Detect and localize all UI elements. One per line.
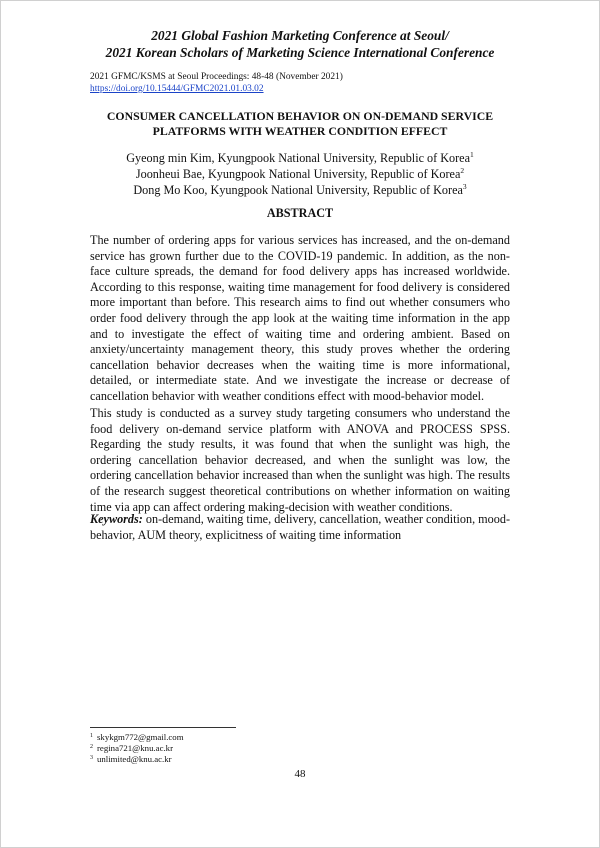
author-text: Dong Mo Koo, Kyungpook National University, Republic of Korea bbox=[133, 183, 463, 197]
footnote-mark: 3 bbox=[90, 755, 93, 761]
abstract-paragraph: The number of ordering apps for various services has increased, and the on-demand service has grown further due to the COVID-19 pandemic. In addition, as the non-face culture spreads, the demand for food delivery apps has increased worldwide. According to this response, waiting time management for food delivery is considered more important than before. This research aims to find out whether consumers who order food delivery through the app look at the waiting time information in the app and to investigate the effect of waiting time and ordering ambient. Based on anxiety/uncertainty management theory, this study proves whether the ordering cancellation behavior decreases when the waiting time is more informational, detailed, or intermediate state. And we investigate the increase or decrease of cancellation behavior with weather conditions effect with mood-behavior model. bbox=[90, 233, 510, 403]
keywords-paragraph bbox=[90, 512, 510, 543]
footnote-email: regina721@knu.ac.kr bbox=[97, 743, 174, 753]
paper-title-line2: PLATFORMS WITH WEATHER CONDITION EFFECT bbox=[152, 124, 448, 138]
proceedings-citation: 2021 GFMC/KSMS at Seoul Proceedings: 48-48 (November 2021) bbox=[90, 72, 343, 82]
author-line bbox=[60, 166, 540, 182]
author-footnote-mark: 3 bbox=[462, 182, 467, 191]
keywords-label: Keywords: bbox=[90, 512, 143, 526]
conference-title-line2: 2021 Korean Scholars of Marketing Science International Conference bbox=[105, 45, 495, 60]
footnote-mark: 1 bbox=[90, 733, 93, 739]
abstract-heading: ABSTRACT bbox=[266, 206, 334, 220]
author-footnote-mark: 1 bbox=[470, 150, 474, 159]
author-footnote-mark: 2 bbox=[460, 166, 465, 175]
footnote-email: unlimited@knu.ac.kr bbox=[97, 754, 172, 764]
footnote bbox=[90, 732, 184, 743]
footnote-mark: 2 bbox=[90, 744, 93, 750]
abstract-paragraph: This study is conducted as a survey study targeting consumers who understand the food delivery on-demand service platform with ANOVA and PROCESS SPSS. Regarding the study results, it was found that when the sunlight was high, the ordering cancellation behavior decreased, and when the sunlight was low, the ordering cancellation behavior increased than when the sunlight was high. The results of the research suggest theoretical contributions on whether information on waiting time via app can affect ordering making-decision with weather conditions. bbox=[90, 406, 510, 514]
author-line bbox=[60, 150, 540, 166]
conference-title-line1: 2021 Global Fashion Marketing Conference at Seoul/ bbox=[151, 28, 449, 43]
doi-link[interactable]: https://doi.org/10.15444/GFMC2021.01.03.02 bbox=[90, 84, 264, 94]
footnote-email: skykgm772@gmail.com bbox=[97, 732, 184, 742]
footnote bbox=[90, 754, 172, 765]
author-text: Gyeong min Kim, Kyungpook National University, Republic of Korea bbox=[126, 151, 471, 165]
page-number: 48 bbox=[294, 768, 306, 780]
author-text: Joonheui Bae, Kyungpook National University, Republic of Korea bbox=[135, 167, 461, 181]
author-line bbox=[60, 182, 540, 198]
footnote bbox=[90, 743, 173, 754]
keywords-text: on-demand, waiting time, delivery, cancellation, weather condition, mood-behavior, AUM theory, explicitness of waiting time information bbox=[90, 512, 510, 542]
paper-title-line1: CONSUMER CANCELLATION BEHAVIOR ON ON-DEMAND SERVICE bbox=[106, 109, 494, 123]
footnote-divider bbox=[90, 727, 236, 728]
